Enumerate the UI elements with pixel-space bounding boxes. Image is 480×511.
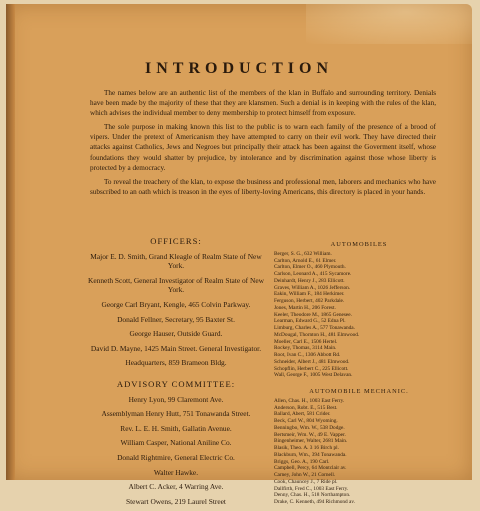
list-item: Cook, Chauncey J., 7 Ride pl. bbox=[274, 478, 338, 485]
list-item: Schneider, Albert J., 481 Elmwood. bbox=[274, 358, 350, 365]
list-item: Beck, Carl W., 804 Wyoming. bbox=[274, 418, 338, 424]
list-item: Carlson, Leonard A., 415 Sycamore. bbox=[274, 271, 352, 277]
committee-entry: Rev. L. E. H. Smith, Gallatin Avenue. bbox=[120, 423, 232, 433]
committee-entry: Assemblyman Henry Hutt, 751 Tonawanda Street. bbox=[101, 409, 251, 419]
list-item: Wall, George F., 1005 West Delavan. bbox=[274, 372, 353, 379]
automobiles-heading: AUTOMOBILES bbox=[330, 241, 388, 248]
intro-paragraph-1: The names below are an authentic list of the members of the klan in Buffalo and surrounding territory. Denials have been made by the majority of these that they are klansmen. Such a denial is in keeping with the rules of the klan, which advises the individual member to deny membership to protect himself from exposure. bbox=[90, 89, 436, 118]
officer-entry: George Carl Bryant, Kengle, 465 Colvin Parkway. bbox=[101, 299, 251, 309]
list-item: Allen, Chas. H., 1003 East Ferry. bbox=[274, 397, 345, 404]
directory-column bbox=[274, 242, 444, 506]
list-item: Drake, C. Kenneth, 494 Richmond av. bbox=[274, 499, 356, 505]
officer-entry: Kenneth Scott, General Investigator of Realm State of New York. bbox=[88, 275, 264, 295]
list-item: Bingenheimer, Walter, 2681 Main. bbox=[274, 438, 348, 445]
committee-entry: Donald Rightmire, General Electric Co. bbox=[117, 452, 235, 462]
advisory-committee-heading: ADVISORY COMMITTEE: bbox=[116, 378, 236, 389]
list-item: Rockey, Thomas, 3114 Main. bbox=[274, 345, 337, 352]
committee-entry: Walter Hawke. bbox=[153, 467, 199, 477]
list-item: Root, Ivan C., 1306 Abbott Rd. bbox=[274, 352, 341, 358]
list-item: Campbell, Percy, 64 Montclair av. bbox=[274, 465, 347, 472]
officer-entry: Major E. D. Smith, Grand Kleagle of Realm State of New York. bbox=[90, 251, 262, 271]
list-item: McDougal, Thornton H., 481 Elmwood. bbox=[274, 331, 360, 338]
mechanic-list bbox=[274, 398, 444, 506]
list-item: Carney, John W., 21 Cornell. bbox=[274, 472, 336, 478]
list-item: Learman, Edward G., 52 Edna Pl. bbox=[274, 318, 346, 325]
list-item: Eakin, William F., 184 Herkimer. bbox=[274, 291, 345, 298]
intro-paragraph-2: The sole purpose in making known this list to the public is to warn each family of the presence of a brood of vipers. Under the pretext of Americanism they have attempted to carry on their evil work. They have directed their attacks against Catholics, Jews and Negroes but principally their attack has been against the Goverment itself, whose foundations they would shatter by prejudice, by intolerance and by discrimination against those whose liberty is protected by a democracy. bbox=[90, 123, 436, 172]
paper-stain bbox=[306, 4, 472, 44]
list-item: Deinhardt, Henry J., 283 Ellicott. bbox=[274, 277, 345, 284]
list-item: Denny, Chas. H., 518 Northampton. bbox=[274, 492, 351, 499]
list-item: Carlton, Arnold E., 61 Elmer. bbox=[274, 257, 337, 264]
list-item: Schopflin, Herbert C., 225 Ellicott. bbox=[274, 365, 349, 372]
committee-entry: Henry Lyon, 99 Claremont Ave. bbox=[128, 394, 224, 404]
list-item: Moeller, Carl E., 1506 Hertel. bbox=[274, 338, 338, 345]
committee-entry: Albert C. Acker, 4 Warring Ave. bbox=[128, 482, 224, 492]
officers-column bbox=[84, 237, 268, 511]
officer-entry: Donald Fellner, Secretary, 95 Baxter St. bbox=[117, 314, 235, 324]
list-item: Ballard, Abert, 581 Crider. bbox=[274, 411, 331, 418]
document-page bbox=[6, 4, 472, 506]
officers-heading: OFFICERS: bbox=[150, 236, 202, 246]
committee-entry: Stewart Owens, 219 Laurel Street bbox=[126, 496, 226, 506]
automobile-mechanic-heading: AUTOMOBILE MECHANIC. bbox=[309, 388, 409, 395]
introduction-text bbox=[90, 88, 436, 201]
list-item: Limburg, Charles A., 577 Tonawanda. bbox=[274, 325, 355, 331]
intro-paragraph-3: To reveal the treachery of the klan, to expose the business and professional men, laborers and mechanics who have subscribed to an oath which is treason in the eyes of liberty-loving Americans, this directory is placed in your hands. bbox=[90, 177, 436, 196]
list-item: Blasik, Theo. A. 3 16 Birch pl. bbox=[274, 445, 339, 451]
list-item: Jones, Martin H., 206 Forest. bbox=[274, 304, 336, 311]
list-item: Graves, William A., 1026 Jefferson. bbox=[274, 284, 351, 291]
list-item: Blackburn, Wm., 394 Tonawanda. bbox=[274, 451, 347, 458]
list-item: Benningbo, Wm. W., 538 Dodge. bbox=[274, 424, 345, 431]
list-item: Bertsmeir, Wm. W., 49 E. Vapper. bbox=[274, 431, 346, 438]
automobiles-list bbox=[274, 251, 444, 379]
list-item: Dallfirth, Fred C., 1003 East Ferry. bbox=[274, 485, 349, 492]
list-item: Anderson, Robt. E., 515 Best. bbox=[274, 404, 338, 411]
officer-entry: Headquarters, 859 Brameon Bldg. bbox=[125, 358, 227, 368]
list-item: Ferguson, Herbert, 402 Parkdale. bbox=[274, 298, 345, 304]
list-item: Carlton, Elmer O., 460 Plymouth. bbox=[274, 264, 346, 271]
officer-entry: David D. Mayne, 1425 Main Street. General Investigator. bbox=[90, 343, 262, 353]
list-item: Briggs, Geo. A., 190 Carl. bbox=[274, 458, 330, 465]
page-title: INTRODUCTION bbox=[144, 60, 333, 77]
list-item: Keeler, Theodore M., 1865 Genesee. bbox=[274, 311, 352, 318]
committee-entry: William Casper, National Aniline Co. bbox=[120, 438, 232, 448]
list-item: Berger, S. G., 632 William. bbox=[274, 250, 332, 257]
officer-entry: George Hauser, Outside Guard. bbox=[129, 329, 223, 339]
